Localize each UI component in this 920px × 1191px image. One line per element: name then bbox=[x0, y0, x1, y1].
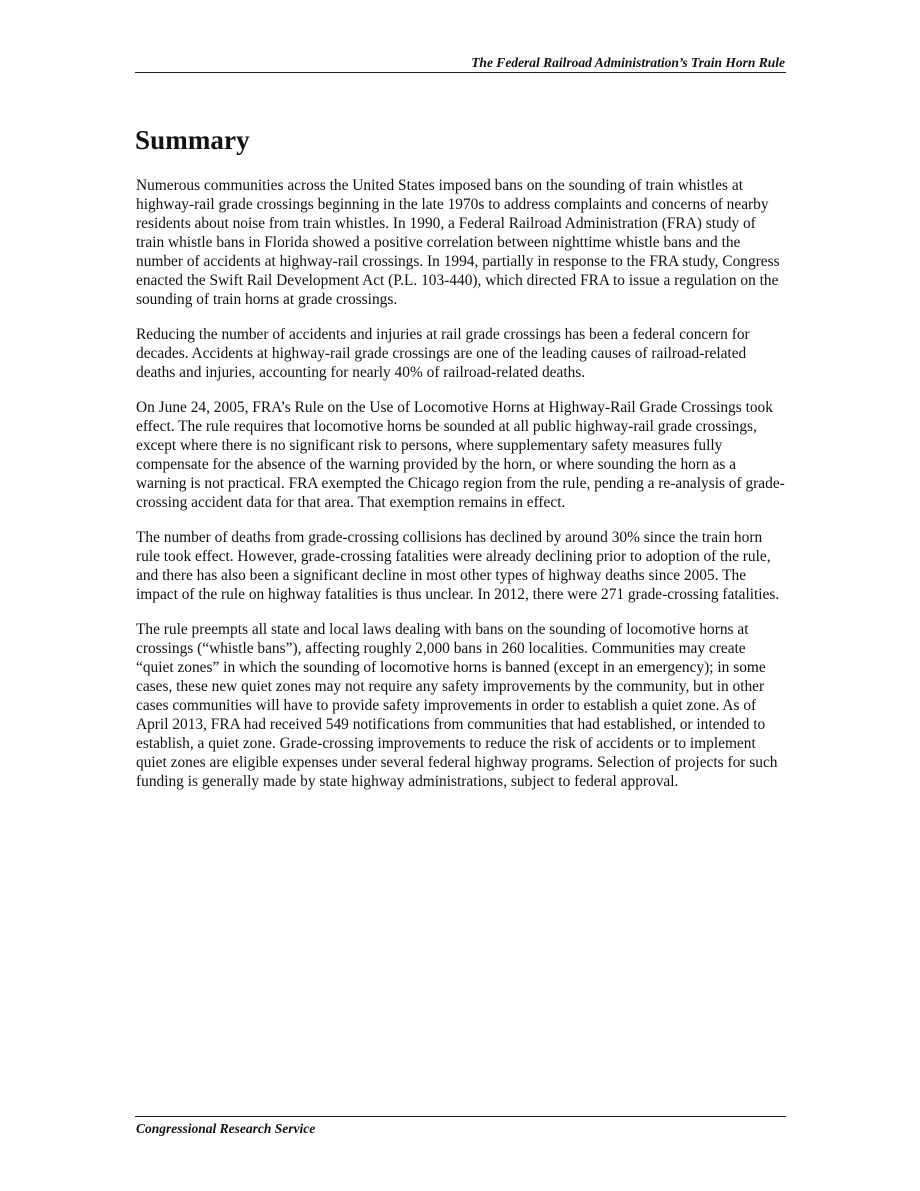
header-divider bbox=[135, 72, 786, 73]
paragraph: Reducing the number of accidents and injuries at rail grade crossings has been a federal concern for decades. Accidents at highway-rail grade crossings are one of the leading causes of railroad-related deaths and injuries, accounting for nearly 40% of railroad-related deaths. bbox=[136, 326, 750, 381]
running-footer: Congressional Research Service bbox=[136, 1121, 316, 1136]
footer-divider bbox=[135, 1116, 786, 1117]
paragraph: Numerous communities across the United States imposed bans on the sounding of train whistles at highway-rail grade crossings beginning in the late 1970s to address complaints and concerns of nearby residents about noise from train whistles. In 1990, a Federal Railroad Administration (FRA) study of train whistle bans in Florida showed a positive correlation between nighttime whistle bans and the number of accidents at highway-rail crossings. In 1994, partially in response to the FRA study, Congress enacted the Swift Rail Development Act (P.L. 103-440), which directed FRA to issue a regulation on the sounding of train horns at grade crossings. bbox=[136, 177, 780, 308]
section-title: Summary bbox=[135, 125, 250, 155]
paragraph: On June 24, 2005, FRA’s Rule on the Use of Locomotive Horns at Highway-Rail Grade Crossings took effect. The rule requires that locomotive horns be sounded at all public highway-rail grade crossings, except where there is no significant risk to persons, where supplementary safety measures fully compensate for the absence of the warning provided by the horn, or where sounding the horn as a warning is not practical. FRA exempted the Chicago region from the rule, pending a re-analysis of grade-crossing accident data for that area. That exemption remains in effect. bbox=[136, 399, 785, 511]
running-header: The Federal Railroad Administration’s Train Horn Rule bbox=[471, 55, 785, 70]
paragraph: The rule preempts all state and local laws dealing with bans on the sounding of locomotive horns at crossings (“whistle bans”), affecting roughly 2,000 bans in 260 localities. Communities may create “quiet zones” in which the sounding of locomotive horns is banned (except in an emergency); in some cases, these new quiet zones may not require any safety improvements by the community, but in other cases communities will have to provide safety improvements in order to establish a quiet zone. As of April 2013, FRA had received 549 notifications from communities that had established, or intended to establish, a quiet zone. Grade-crossing improvements to reduce the risk of accidents or to implement quiet zones are eligible expenses under several federal highway programs. Selection of projects for such funding is generally made by state highway administrations, subject to federal approval. bbox=[136, 621, 778, 790]
summary-body bbox=[136, 176, 786, 807]
paragraph: The number of deaths from grade-crossing collisions has declined by around 30% since the train horn rule took effect. However, grade-crossing fatalities were already declining prior to adoption of the rule, and there has also been a significant decline in most other types of highway deaths since 2005. The impact of the rule on highway fatalities is thus unclear. In 2012, there were 271 grade-crossing fatalities. bbox=[136, 529, 780, 603]
